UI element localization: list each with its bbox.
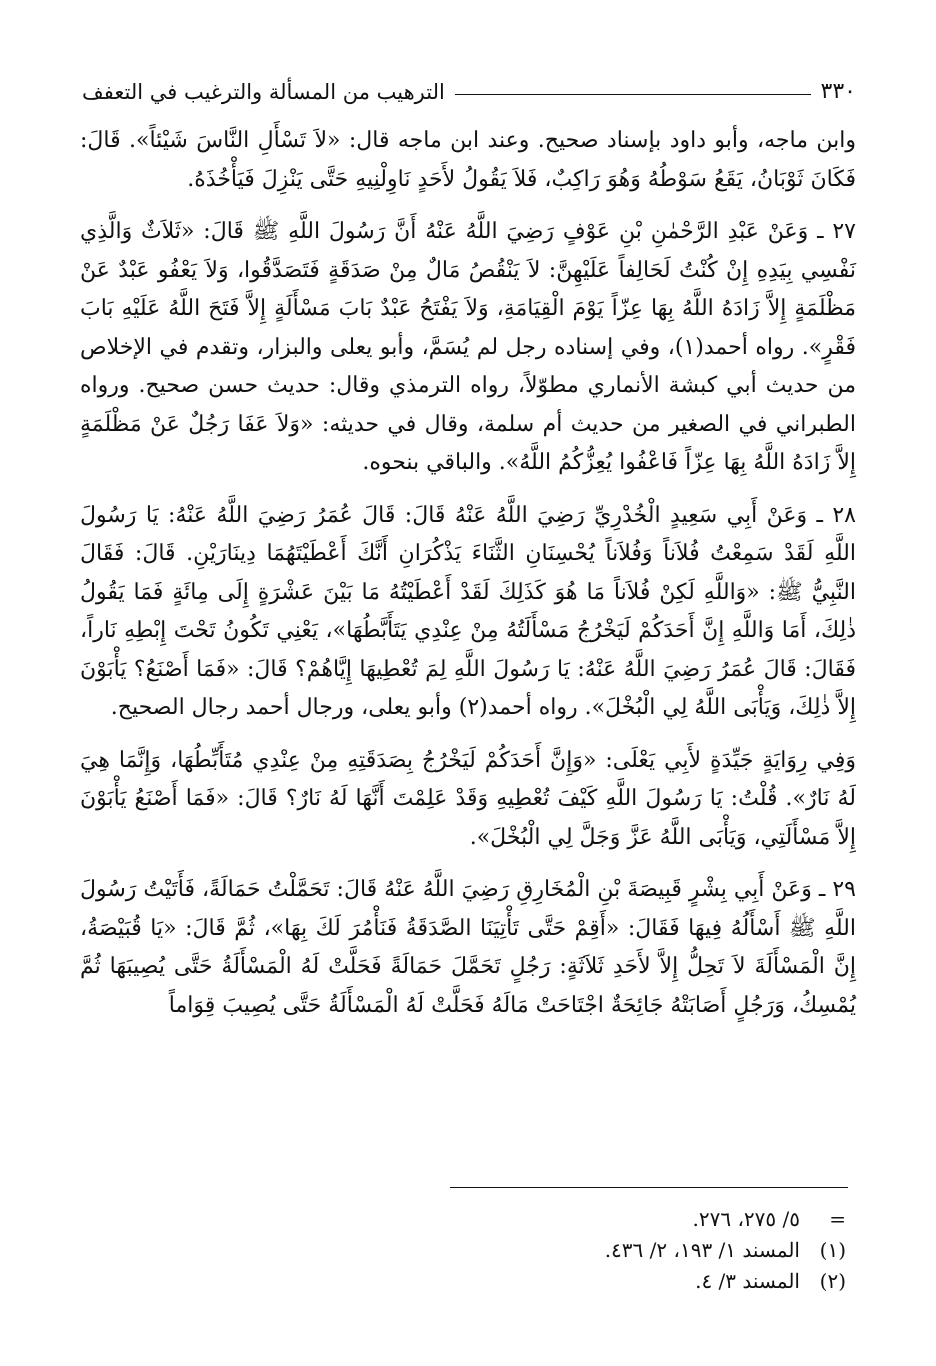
- footnote-continuation: [80, 1204, 846, 1235]
- page-number: ٣٣٠: [820, 79, 856, 104]
- page-header: [82, 74, 856, 104]
- footnote-mark: (١): [819, 1238, 846, 1262]
- footnote-text: ٥/ ٢٧٥، ٢٧٦.: [692, 1207, 800, 1231]
- footnote-mark: (٢): [819, 1269, 846, 1293]
- footnote-2: [80, 1266, 846, 1297]
- hadith-28: ٢٨ ـ وَعَنْ أَبِي سَعِيدٍ الْخُدْرِيِّ رَضِيَ اللَّهُ عَنْهُ قَالَ: قَالَ عُمَرُ رَضِيَ اللَّهُ عَنْهُ: يَا رَسُولَ اللَّهِ لَقَدْ سَمِعْتُ فُلاَناً وَفُلاَناً يُحْسِنَانِ الثَّنَاءَ يَذْكُرَانِ أَنَّكَ أَعْطَيْتَهُمَا دِينَارَيْنِ. قَالَ: فَقَالَ النَّبِيُّ ﷺ: «وَاللَّهِ لَكِنْ فُلاَناً مَا هُوَ كَذَلِكَ لَقَدْ أَعْطَيْتُهُ مَا بَيْنَ عَشْرَةٍ إِلَى مِائَةٍ فَمَا يَقُولُ ذٰلِكَ، أَمَا وَاللَّهِ إِنَّ أَحَدَكُمْ لَيَخْرُجُ مَسْأَلَتُهُ مِنْ عِنْدِي يَتَأَبَّطُهَا»، يَعْنِي تَكُونُ تَحْتَ إِبْطِهِ نَاراً، فَقَالَ: قَالَ عُمَرُ رَضِيَ اللَّهُ عَنْهُ: يَا رَسُولَ اللَّهِ لِمَ تُعْطِيهَا إِيَّاهُمْ؟ قَالَ: «فَمَا أَصْنَعُ؟ يَأْبَوْنَ إِلاَّ ذٰلِكَ، وَيَأْبَى اللَّهُ لِي الْبُخْلَ». رواه أحمد(٢) وأبو يعلى، ورجال أحمد رجال الصحيح.: [80, 502, 856, 720]
- footnote-text: المسند ١/ ١٩٣، ٢/ ٤٣٦.: [604, 1238, 800, 1262]
- hadith-28-variant: وَفِي رِوَايَةٍ جَيِّدَةٍ لأَبِي يَعْلَى: «وَإِنَّ أَحَدَكُمْ لَيَخْرُجُ بِصَدَقَتِهِ مِنْ عِنْدِي مُتَأَبِّطُهَا، وَإِنَّمَا هِيَ لَهُ نَارٌ». قُلْتُ: يَا رَسُولَ اللَّهِ كَيْفَ تُعْطِيهِ وَقَدْ عَلِمْتَ أَنَّهَا لَهُ نَارٌ؟ قَالَ: «فَمَا أَصْنَعُ يَأْبَوْنَ إِلاَّ مَسْأَلَتِي، وَيَأْبَى اللَّهُ عَزَّ وَجَلَّ لِي الْبُخْلَ».: [80, 747, 856, 850]
- footnote-text: المسند ٣/ ٤.: [695, 1269, 800, 1293]
- footnotes: [80, 1204, 846, 1297]
- footnote-1: [80, 1235, 846, 1266]
- header-rule: [455, 94, 811, 95]
- page-body: [80, 122, 856, 1039]
- footnote-mark: =: [829, 1207, 846, 1231]
- running-title: الترهيب من المسألة والترغيب في التعفف: [82, 80, 445, 104]
- paragraph-continuation: وابن ماجه، وأبو داود بإسناد صحيح. وعند ابن ماجه قال: «لاَ تَسْأَلِ النَّاسَ شَيْئاً». قَالَ: فَكَانَ ثَوْبَانُ، يَقَعُ سَوْطُهُ وَهُوَ رَاكِبٌ، فَلاَ يَقُولُ لأَحَدٍ نَاوِلْنِيهِ حَتَّى يَنْزِلَ فَيَأْخُذَهُ.: [80, 128, 856, 192]
- footnote-rule: [450, 1187, 848, 1188]
- hadith-29: ٢٩ ـ وَعَنْ أَبِي بِشْرٍ قَبِيصَةَ بْنِ الْمُخَارِقِ رَضِيَ اللَّهُ عَنْهُ قَالَ: تَحَمَّلْتُ حَمَالَةً، فَأَتَيْتُ رَسُولَ اللَّهِ ﷺ أَسْأَلُهُ فِيهَا فَقَالَ: «أَقِمْ حَتَّى تَأْتِيَنَا الصَّدَقَةُ فَنَأْمُرَ لَكَ بِهَا»، ثُمَّ قَالَ: «يَا قُبَيْصَةُ، إِنَّ الْمَسْأَلَةَ لاَ تَحِلُّ إِلاَّ لأَحَدِ ثَلاَثَةٍ: رَجُلٍ تَحَمَّلَ حَمَالَةً فَحَلَّتْ لَهُ الْمَسْأَلَةُ حَتَّى يُصِيبَهَا ثُمَّ يُمْسِكُ، وَرَجُلٍ أَصَابَتْهُ جَائِحَةٌ اجْتَاحَتْ مَالَهُ فَحَلَّتْ لَهُ الْمَسْأَلَةُ حَتَّى يُصِيبَ قِوَاماً: [80, 877, 856, 1018]
- hadith-27: ٢٧ ـ وَعَنْ عَبْدِ الرَّحْمٰنِ بْنِ عَوْفٍ رَضِيَ اللَّهُ عَنْهُ أَنَّ رَسُولَ اللَّهِ ﷺ قَالَ: «ثَلاَثٌ وَالَّذِي نَفْسِي بِيَدِهِ إِنْ كُنْتُ لَحَالِفاً عَلَيْهِنَّ: لاَ يَنْقُصُ مَالٌ مِنْ صَدَقَةٍ فَتَصَدَّقُوا، وَلاَ يَعْفُو عَبْدٌ عَنْ مَظْلَمَةٍ إِلاَّ زَادَهُ اللَّهُ بِهَا عِزّاً يَوْمَ الْقِيَامَةِ، وَلاَ يَفْتَحُ عَبْدٌ بَابَ مَسْأَلَةٍ إِلاَّ فَتَحَ اللَّهُ عَلَيْهِ بَابَ فَقْرٍ». رواه أحمد(١)، وفي إسناده رجل لم يُسَمَّ، وأبو يعلى والبزار، وتقدم في الإخلاص من حديث أبي كبشة الأنماري مطوّلاً، رواه الترمذي وقال: حديث حسن صحيح. ورواه الطبراني في الصغير من حديث أم سلمة، وقال في حديثه: «وَلاَ عَفَا رَجُلٌ عَنْ مَظْلَمَةٍ إِلاَّ زَادَهُ اللَّهُ بِهَا عِزّاً فَاعْفُوا يُعِزُّكُمُ اللَّهُ». والباقي بنحوه.: [80, 219, 856, 475]
